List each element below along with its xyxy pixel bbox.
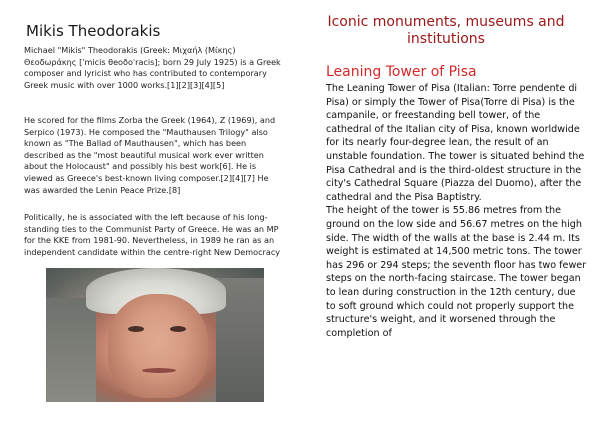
biography-paragraph-2: He scored for the films Zorba the Greek (1964), Z (1969), and Serpico (1973). He composed the "Mauthausen Trilogy" also known as "The Ballad of Mauthausen", which has been described as the "most beautiful musical work ever written about the Holocaust" and possibly his best work[6]. He is viewed as Greece's best-known living composer.[2][4][7] He was awarded the Lenin Peace Prize.[8] <box>24 115 276 195</box>
article-body <box>326 82 588 340</box>
article-title: Leaning Tower of Pisa <box>326 64 477 80</box>
section-heading: Iconic monuments, museums and institutions <box>327 14 565 47</box>
right-page <box>300 0 600 424</box>
biography-paragraph-3: Politically, he is associated with the left because of his long-standing ties to the Communist Party of Greece. He was an MP for the KKE from 1981-90. Nevertheless, in 1989 he ran as an independent candidate within the centre-right New Democracy <box>24 212 281 257</box>
article-paragraph-1: The Leaning Tower of Pisa (Italian: Torre pendente di Pisa) or simply the Tower of Pisa(Torre di Pisa) is the campanile, or freestanding bell tower, of the cathedral of the Italian city of Pisa, known worldwide for its nearly four-degree lean, the result of an unstable foundation. The tower is situated behind the Pisa Cathedral and is the third-oldest structure in the city's Cathedral Square (Piazza del Duomo), after the cathedral and the Pisa Baptistry. <box>326 83 585 203</box>
article-paragraph-2: The height of the tower is 55.86 metres from the ground on the low side and 56.67 metres on the high side. The width of the walls at the base is 2.44 m. Its weight is estimated at 14,500 metric tons. The tower has 296 or 294 steps; the seventh floor has two fewer steps on the north-facing staircase. The tower began to lean during construction in the 12th century, due to soft ground which could not properly support the structure's weight, and it worsened through the completion of <box>326 205 587 339</box>
biography-paragraph-1: Michael "Mikis" Theodorakis (Greek: Μιχαήλ (Μίκης) Θεοδωράκης [ˈmicis θeoðoˈracis]; born 29 July 1925) is a Greek composer and lyricist who has contributed to contemporary Greek music with over 1000 works.[1][2][3][4][5] <box>24 45 281 90</box>
portrait-photo <box>46 268 264 402</box>
page-title: Mikis Theodorakis <box>26 22 161 40</box>
